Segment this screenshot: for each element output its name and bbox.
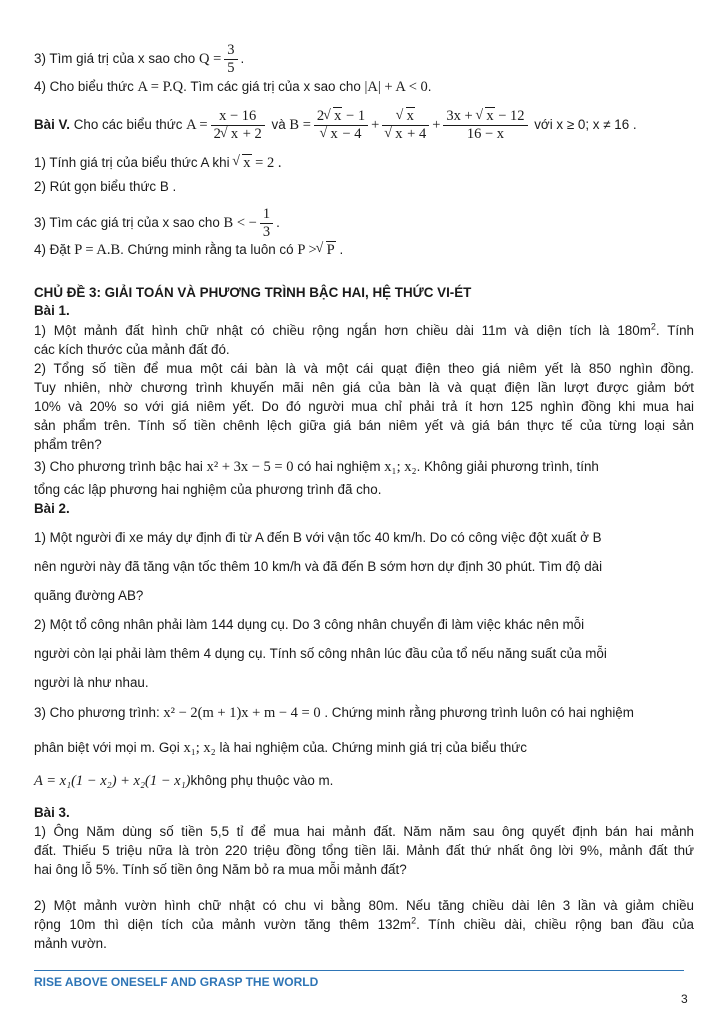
frac-den: 3 (262, 224, 271, 240)
radical (476, 108, 494, 125)
q4-expr: A = P.Q (137, 79, 184, 95)
bai5-condition: với x ≥ 0; x ≠ 16 . (530, 117, 637, 133)
radical (385, 126, 403, 143)
bai2-q2-line3: người là như nhau. (34, 675, 149, 690)
den-post: + 4 (403, 126, 427, 142)
roots: x₁; x₂ (384, 459, 417, 475)
radical (324, 108, 342, 125)
bai3-q1-line3: hai ông lỗ 5%. Tính số tiền ông Năm bỏ ra mua mỗi mảnh đất? (34, 862, 407, 877)
q1-text: 1) Tính giá trị của biểu thức A khi (34, 155, 234, 170)
footer-divider (34, 970, 684, 971)
q4-text: 4) Cho biểu thức (34, 79, 138, 94)
and-text: và (267, 117, 290, 133)
den-post: − 4 (338, 126, 362, 142)
bai2-q1-line1: 1) Một người đi xe máy dự định đi từ A đến B với vận tốc 40 km/h. Do có công việc đột xuất ở B (34, 530, 602, 545)
q3-lhs: Q = (198, 51, 222, 68)
bai2-q3-line1 (34, 703, 694, 723)
fraction (224, 42, 237, 77)
bai3-q2-line1: 2) Một mảnh vườn hình chữ nhật có chu vi bằng 80m. Nếu tăng chiều dài lên 3 lần và giảm chiều (34, 898, 694, 913)
den-post: + 2 (239, 126, 262, 142)
frac-num: x − 16 (211, 108, 265, 126)
q4-end: . (335, 242, 344, 257)
bai3-q1-line1: 1) Ông Năm dùng số tiền 5,5 tỉ để mua hai mảnh đất. Năm năm sau ông quyết định bán hai mảnh (34, 824, 694, 839)
frac-num: 3 (224, 42, 237, 60)
bai1-q2-line3: 10% và 20% so với giá niêm yết. Do đó người mua chỉ phải trả ít hơn 125 nghìn đồng khi mua hai (34, 399, 694, 414)
frac-den: 5 (227, 60, 235, 76)
bai3-q2-line2 (34, 915, 694, 935)
frac-den: 16 − x (466, 126, 505, 142)
radicand: x (486, 108, 494, 124)
q4-text: 4) Đặt (34, 242, 75, 257)
text: . Tính chiều dài, chiều rộng ban đầu của (416, 917, 694, 932)
bai5-prev-q4 (34, 77, 694, 97)
bai1-title: Bài 1. (34, 303, 70, 318)
bai1-q1-line2: các kích thước của mảnh đất đó. (34, 342, 230, 357)
q3-lhs: B < − (223, 215, 257, 232)
text: rộng 10m thì diện tích của mảnh vườn tăng thêm 132m (34, 917, 412, 932)
bai5-q3 (34, 206, 694, 241)
footer-slogan: RISE ABOVE ONESELF AND GRASP THE WORLD (34, 975, 319, 989)
radicand: x (243, 155, 251, 171)
q3-text: 3) Tìm các giá trị của x sao cho (34, 215, 224, 231)
radicand: P (326, 242, 335, 258)
expression: A = x₁(1 − x₂) + x₂(1 − x₁) (34, 773, 191, 789)
radicand: x (330, 126, 338, 142)
frac-den (314, 126, 368, 143)
text: có hai nghiệm (293, 459, 385, 474)
bai2-q2-line2: người còn lại phải làm thêm 4 dụng cụ. Tính số công nhân lúc đầu của tổ nếu năng suất của mỗi (34, 646, 607, 661)
bai3-title: Bài 3. (34, 805, 70, 820)
frac-den (382, 126, 429, 143)
radicand: x (334, 108, 342, 124)
bai2-q1-line3: quãng đường AB? (34, 588, 144, 603)
q4-rest: . Chứng minh rằng ta luôn có (120, 242, 298, 257)
roots: x₁; x₂ (183, 740, 216, 756)
fraction (260, 206, 273, 241)
bai1-q2-line4: sản phẩm trên. Tính số tiền chênh lệch giữa giá bán niêm yết và giá bán thực tế của từng loại sản (34, 418, 694, 433)
bai2-q3-line2 (34, 738, 694, 758)
plus-sign: + (371, 117, 380, 134)
bai5-q1 (34, 153, 694, 173)
den-pre: 2 (213, 126, 221, 142)
bai2-q2-line1: 2) Một tổ công nhân phải làm 144 dụng cụ. Do 3 công nhân chuyển đi làm việc khác nên mỗi (34, 617, 585, 632)
bai5-intro: Cho các biểu thức (69, 117, 187, 133)
q3-end: . (276, 215, 280, 231)
num-pre: 2 (316, 108, 325, 124)
bai5-prev-q3: 3) Tìm giá trị của x sao cho Q = $\frac{3}{5}$ . (34, 42, 245, 76)
radical (233, 153, 251, 173)
text: 3) Cho phương trình bậc hai (34, 459, 207, 474)
q4-ineq: P > (297, 242, 317, 258)
frac-den (211, 126, 265, 143)
equation: x² − 2(m + 1)x + m − 4 = 0 (163, 705, 321, 721)
radicand: x (406, 108, 414, 124)
bai1-q2-line2: Tuy nhiên, nhờ chương trình khuyến mãi nên giá của bàn là và quạt điện lần lượt được giảm bớt (34, 380, 694, 395)
num-pre: 3x + (446, 108, 477, 124)
superscript: 2 (411, 915, 417, 926)
q3-text: 3) Tìm giá trị của x sao cho (34, 51, 199, 67)
bai5-label: Bài V. (34, 117, 70, 133)
radical (221, 126, 239, 143)
q4-end: . (427, 79, 432, 94)
text: 3) Cho phương trình: (34, 705, 164, 720)
a-lhs: A = (186, 117, 208, 134)
bai3-q1-line2: đất. Thiếu 5 triệu nữa là tròn 220 triệu đồng tổng tiền lãi. Mảnh đất thứ nhất ông lời 9%, mảnh đất thứ (34, 843, 694, 858)
radicand: x (395, 126, 403, 142)
text: là hai nghiệm của. Chứng minh giá trị của biểu thức (215, 740, 527, 755)
text: . Tính (655, 323, 694, 338)
text: . Không giải phương trình, tính (416, 459, 599, 474)
q4-rest: . Tìm các giá trị của x sao cho (183, 79, 365, 94)
q1-eq: = 2 . (251, 155, 282, 171)
fraction-b3 (443, 108, 527, 143)
radical (321, 126, 339, 143)
radical (397, 108, 415, 125)
text: . Chứng minh rằng phương trình luôn có hai nghiệm (320, 705, 634, 720)
bai1-q2-line1: 2) Tổng số tiền để mua một cái bàn là và một cái quạt điện theo giá niêm yết là 850 nghìn đồng. (34, 361, 694, 376)
superscript: 2 (650, 321, 656, 332)
q4-cond: |A| + A < 0 (364, 79, 428, 95)
text: không phụ thuộc vào m. (190, 773, 334, 788)
frac-num (443, 108, 527, 126)
bai2-q1-line2: nên người này đã tăng vận tốc thêm 10 km/h và đã đến B sớm hơn dự định 30 phút. Tìm độ dài (34, 559, 603, 574)
fraction-a (211, 108, 265, 143)
num-post: − 1 (342, 108, 366, 124)
bai1-q3-line2: tổng các lập phương hai nghiệm của phương trình đã cho. (34, 482, 382, 497)
section-heading: CHỦ ĐỀ 3: GIẢI TOÁN VÀ PHƯƠNG TRÌNH BẬC HAI, HỆ THỨC VI-ÉT (34, 285, 472, 300)
text: phân biệt với mọi m. Gọi (34, 740, 184, 755)
bai1-q2-line5: phẩm trên? (34, 437, 102, 452)
bai5-q2: 2) Rút gọn biểu thức B . (34, 179, 177, 194)
text: 1) Một mảnh đất hình chữ nhật có chiều rộng ngắn hơn chiều dài 11m và diện tích là 180m (34, 323, 651, 338)
frac-num (382, 108, 429, 126)
bai5-q4 (34, 240, 694, 260)
b-lhs: B = (289, 117, 311, 134)
page-number: 3 (681, 992, 688, 1006)
plus-sign: + (432, 117, 441, 134)
frac-num: 1 (260, 206, 273, 224)
bai1-q1-line1 (34, 321, 694, 341)
bai3-q2-line3: mảnh vườn. (34, 936, 107, 951)
equation: x² + 3x − 5 = 0 (206, 459, 294, 475)
radicand: x (230, 126, 239, 142)
bai2-q3-line3 (34, 771, 694, 791)
bai2-title: Bài 2. (34, 501, 70, 516)
fraction-b1 (314, 108, 368, 143)
bai5-definition (34, 108, 694, 143)
frac-num (314, 108, 368, 126)
radical (317, 240, 336, 260)
fraction-b2 (382, 108, 429, 143)
num-post: − 12 (494, 108, 525, 124)
q4-expr: P = A.B (74, 242, 121, 258)
bai1-q3-line1 (34, 457, 694, 477)
